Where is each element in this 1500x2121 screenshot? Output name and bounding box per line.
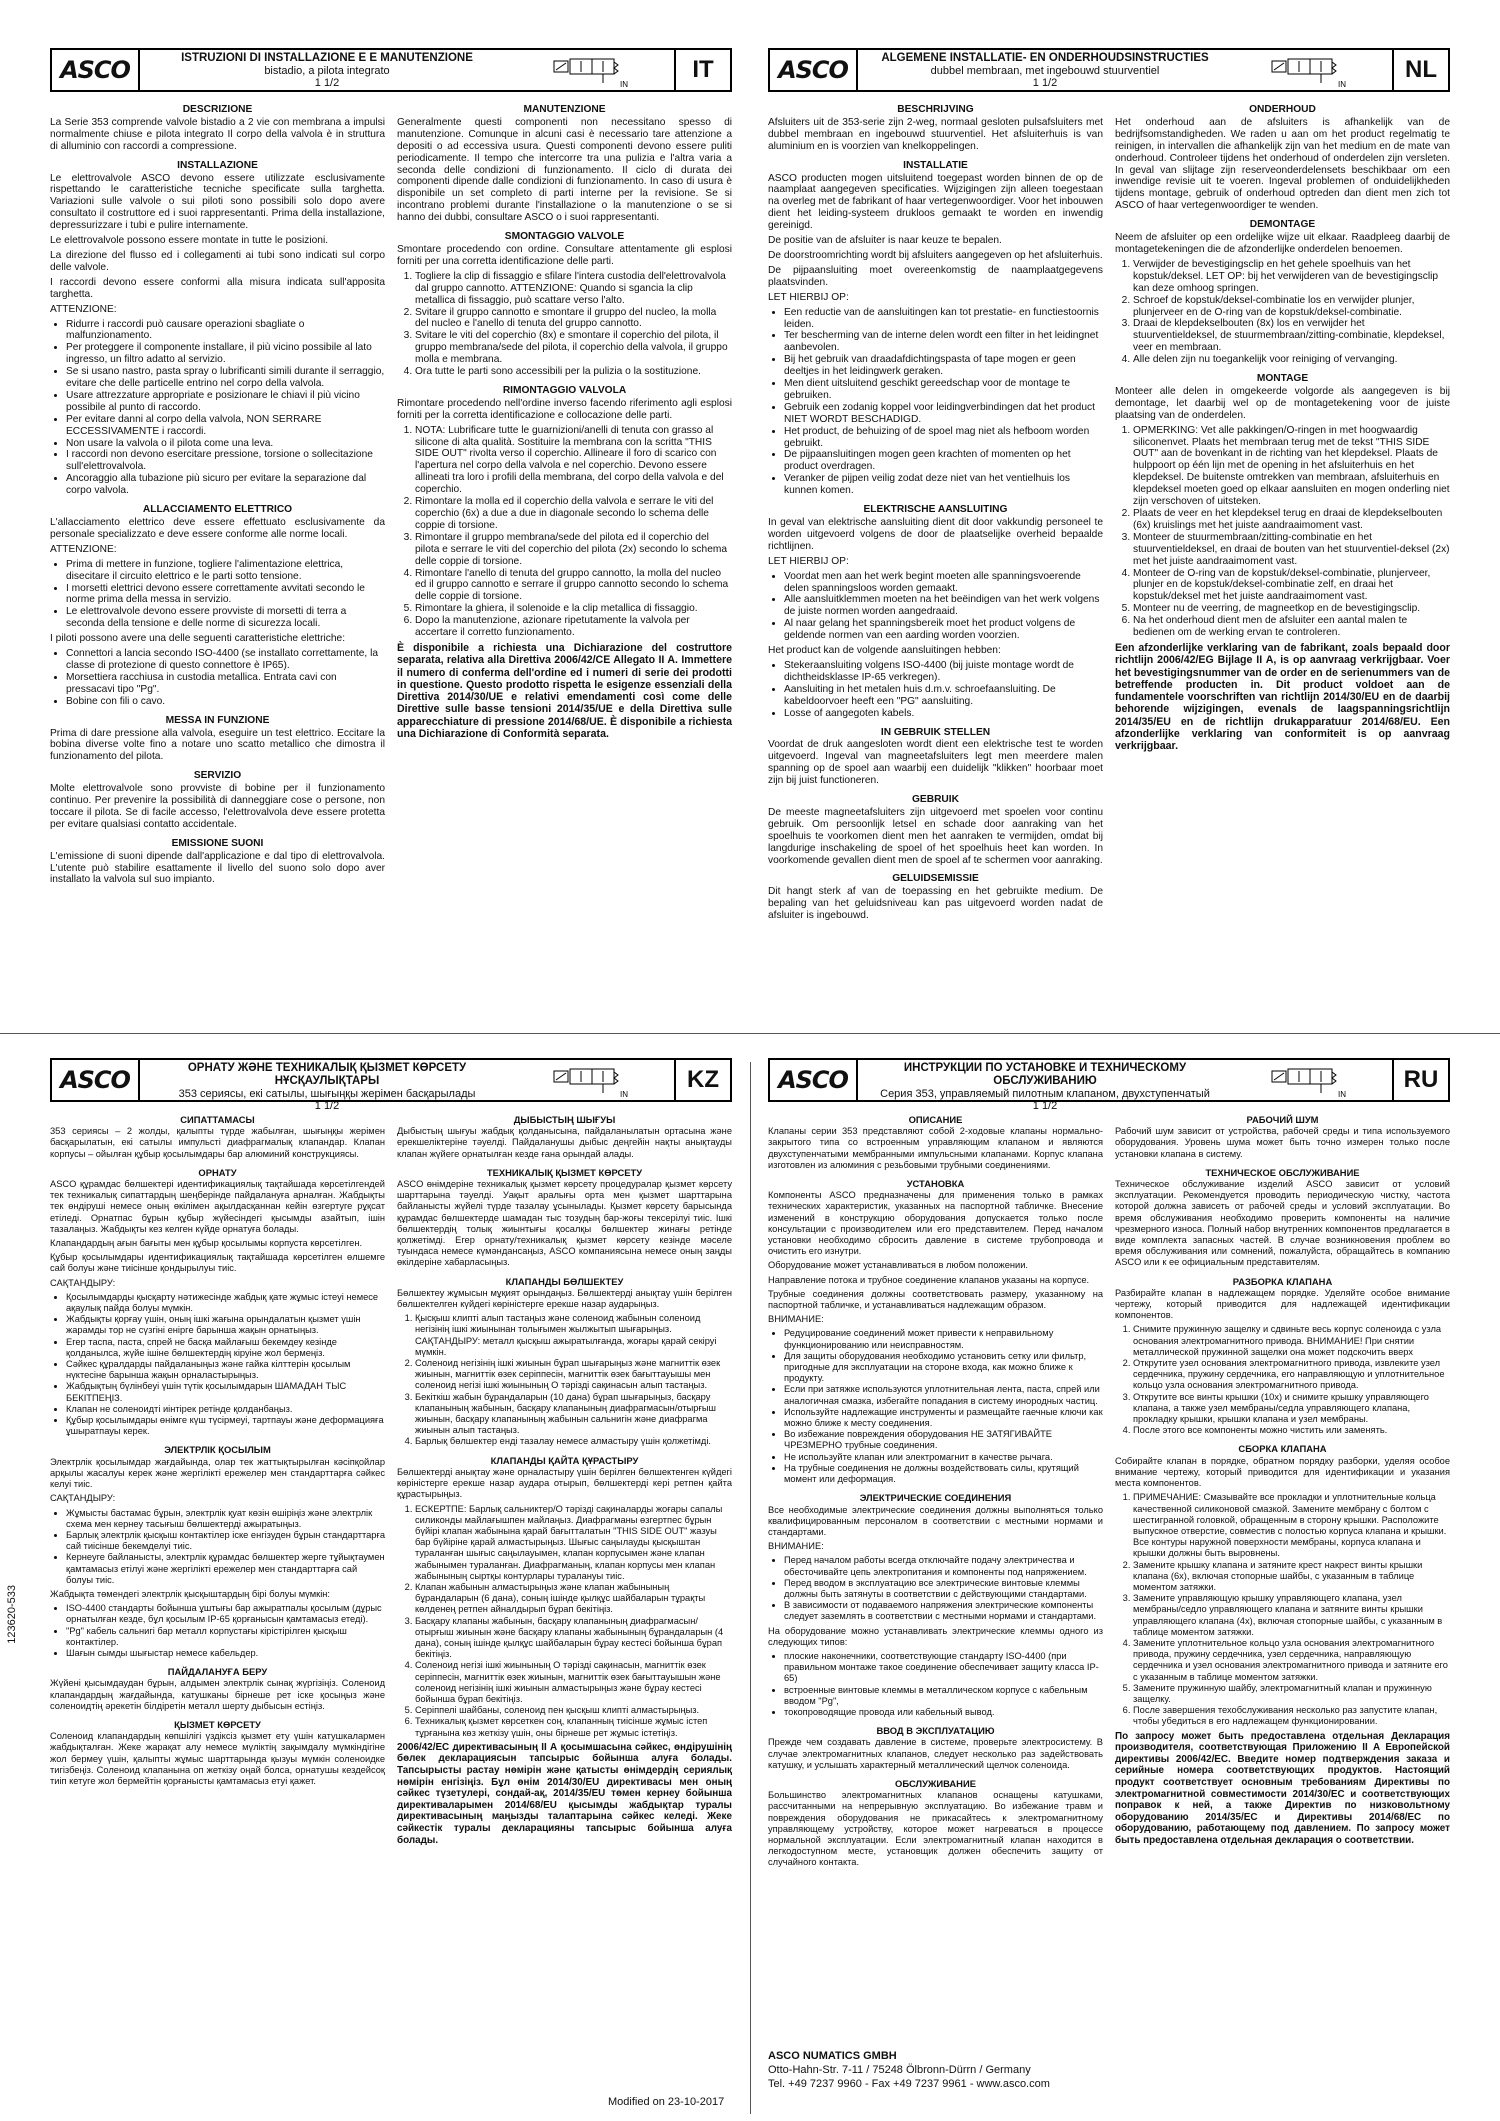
logo-text: ASCO: [60, 56, 130, 84]
list-item: 1. Verwijder de bevestigingsclip en het gehele spoelhuis van het kopstuk/deksel. LET OP: bij het verwijderen van de bevestigingsclip kan deze omhoog springen.: [1133, 259, 1450, 295]
paragraph: ASCO producten mogen uitsluitend toegepast worden binnen de op de naamplaat aangegeven specificaties. Wijzigingen zijn alleen toegestaan na overleg met de fabrikant of haar vertegenwoordiger. Voor het inbouwen dient het leiding-systeem drukloos gemaakt te worden en inwendig gereinigd.: [768, 172, 1103, 232]
section-heading: КЛАПАНДЫ ҚАЙТА ҚҰРАСТЫРУ: [490, 1454, 639, 1466]
paragraph: De meeste magneetafsluiters zijn uitgevoerd met spoelen voor continu gebruik. Om persoonlijk letsel en schade door aanraking van het spoelhuis te voorkomen dient men het aanraken te vermijden, omdat bij langdurige inschakeling de spoel of het spoelhuis heet kan worden. In voorkomende gevallen dient men de spoel af te schermen voor aanraking.: [768, 806, 1103, 866]
conformity-statement: 2006/42/ЕС директивасының ІІ А қосымшасына сәйкес, өндірушінің бөлек декларациясын тапсырыс бойынша алуға болады. Тапсырысты растау нөмірін және қатысты өнімдердің сериялық нөмірін енгізіңіз. Бұл өнім 2014/30/EU директивасы мен оның сәйкес түзетулері, сондай-ақ, 2014/35/EU төмен кернеу бойынша директиваларымен 2014/68/EU қысымды жабдықтар туралы директивасының маңызды талаптарына сәйкес келеді. Жеке сәйкестік туралы декларацияны тапсырыс бойынша алуға болады.: [397, 1741, 732, 1846]
bullet-list: [50, 319, 385, 498]
section-heading: ЭЛЕКТРИЧЕСКИЕ СОЕДИНЕНИЯ: [859, 1492, 1012, 1504]
header-subtitle: bistadio, a pilota integrato: [264, 65, 390, 77]
symbol-label: IN: [620, 80, 628, 89]
paragraph: Құбыр қосылымдары идентификациялық тақтайшада көрсетілген өлшемге сай болуы және тиісінше қондырылуы тиіс.: [50, 1252, 385, 1274]
list-item: 3. Басқару клапаны жабынын, басқару клапанының диафрагмасын/отырғыш жиынын және басқару клапаны жабынының бұрандаларын (4 дана), соның ішінде қылқұс шайбаларын бұрау кестесі бойынша бұрап бекітіңіз.: [415, 1616, 732, 1661]
language-code: KZ: [674, 1060, 730, 1100]
paragraph: Dit hangt sterk af van de toepassing en het gebruikte medium. De bepaling van het geluidsniveau kan pas uitgevoerd worden nadat de afsluiter is ingebouwd.: [768, 886, 1103, 922]
list-item: 2. Клапан жабынын алмастырыңыз және клапан жабынының бұрандаларын (6 дана), соның ішінде қылқұс шайбаларын тұрақты көлденең ретпен айналдырып бұрап бекітіңіз.: [415, 1582, 732, 1616]
paragraph: LET HIERBIJ OP:: [768, 555, 849, 567]
list-item: • Per proteggere il componente installare, il più vicino possibile al lato ingresso, un filtro adatto al servizio.: [66, 342, 385, 366]
header-subtitle: Серия 353, управляемый пилотным клапаном, двухступенчатый: [880, 1088, 1210, 1100]
list-item: • На трубные соединения не должны воздействовать силы, крутящий момент или деформация.: [784, 1463, 1103, 1485]
list-item: • Ter bescherming van de interne delen wordt een filter in het leidingnet aanbevolen.: [784, 330, 1103, 354]
header-size: 1 1/2: [1032, 1100, 1058, 1112]
header-title: ИНСТРУКЦИИ ПО УСТАНОВКЕ И ТЕХНИЧЕСКОМУ ОБСЛУЖИВАНИЮ: [903, 1062, 1187, 1087]
numbered-list: [1115, 425, 1450, 639]
section-heading: ДЫБЫСТЫҢ ШЫҒУЫ: [513, 1114, 616, 1125]
paragraph: De pijpaansluiting moet overeenkomstig de naamplaatgegevens plaatsvinden.: [768, 264, 1103, 288]
list-item: 2. Plaats de veer en het klepdeksel terug en draai de klepdekselbouten (6x) kruislings met het juiste aandraaimoment vast.: [1133, 508, 1450, 532]
paragraph: 353 сериясы – 2 жолды, қалыпты түрде жабылған, шығыңқы жерімен басқарылатын, екі сатылы импульсті диафрагмалық клапандар. Клапан корпусы – ойылған құбыр қосылымдары бар алюминий конструкциясы.: [50, 1126, 385, 1159]
bullet-list: [50, 559, 385, 630]
paragraph: Собирайте клапан в порядке, обратном порядку разборки, уделяя особое внимание чертежу, который приводится для идентификации и указания места компонентов.: [1115, 1455, 1450, 1489]
paragraph: LET HIERBIJ OP:: [768, 291, 849, 303]
paragraph: L'allacciamento elettrico deve essere effettuato esclusivamente da personale specializzato e deve essere conforme alle norme locali.: [50, 517, 385, 540]
paragraph: ATTENZIONE:: [50, 303, 117, 315]
section-russian: [768, 1058, 1450, 1872]
column-left: [768, 1114, 1103, 1872]
paragraph: Направление потока и трубное соединение клапанов указаны на корпусе.: [768, 1274, 1090, 1285]
header-title: ALGEMENE INSTALLATIE- EN ONDERHOUDSINSTRUCTIES: [881, 52, 1209, 64]
list-item: 2. Открутите узел основания электромагнитного привода, извлеките узел сердечника, пружину сердечника, его направляющую и уплотнительное кольцо узла основания электромагнитного привода.: [1133, 1358, 1450, 1392]
section-heading: RIMONTAGGIO VALVOLA: [502, 384, 627, 396]
list-item: 1. OPMERKING: Vet alle pakkingen/O-ringen in met hoogwaardig siliconenvet. Plaats het membraan terug met de tekst "THIS SIDE OUT" aan de bovenkant in de richting van het klepdeksel. Plaats de hulppoort op één lijn met de opening in het afsluiterhuis en het klepdeksel. De buitenste omtrekken van membraan, afsluiterhuis en klepdeksel moeten goed op elkaar aansluiten en mogen onderling niet zijn verschoven of uitsteken.: [1133, 425, 1450, 508]
bullet-list: [768, 1328, 1103, 1485]
paragraph: Прежде чем создавать давление в системе, проверьте электросистему. В случае электромагнитных клапанов, следует несколько раз задействовать катушку, и услышать характерный металлический щелчок соленоида.: [768, 1737, 1103, 1770]
list-item: 4. Alle delen zijn nu toegankelijk voor reiniging of vervanging.: [1133, 354, 1450, 366]
logo-text: ASCO: [60, 1066, 130, 1094]
bullet-list: [50, 1292, 385, 1438]
paragraph: Het onderhoud aan de afsluiters is afhankelijk van de bedrijfsomstandigheden. We raden u aan om het product regelmatig te reinigen, in intervallen die afhankelijk zijn van het medium en de mate van onderhoud. Controleer tijdens het onderhoud of onderdelen zijn versleten. In geval van slijtage zijn reserveonderdelensets beschikbaar om een inwendige revisie uit te voeren. Ingeval problemen of onduidelijkheden tijdens montage, gebruik of onderhoud optreden dan dient men zich tot ASCO of haar vertegenwoordiger te wenden.: [1115, 116, 1450, 212]
list-item: • Usare attrezzature appropriate e posizionare le chiavi il più vicino possibile al punto di raccordo.: [66, 390, 385, 414]
list-item: • Le elettrovalvole devono essere provviste di morsetti di terra a seconda della tensione e delle norme di sicurezza locali.: [66, 606, 385, 630]
list-item: • Een reductie van de aansluitingen kan tot prestatie- en functiestoornis leiden.: [784, 307, 1103, 331]
list-item: 5. Monteer nu de veerring, de magneetkop en de bevestigingsclip.: [1133, 603, 1450, 615]
paragraph: Жабдықта төмендегі электрлік қысқыштардың бірі болуы мүмкін:: [50, 1588, 330, 1599]
header-bar: [768, 48, 1450, 92]
header-title-block: [870, 1062, 1220, 1112]
paragraph: Rimontare procedendo nell'ordine inverso facendo riferimento agli esplosi forniti per la corretta identificazione e collocazione delle parti.: [397, 397, 732, 421]
paragraph: Molte elettrovalvole sono provviste di bobine per il funzionamento continuo. Per prevenire la possibilità di danneggiare cose o persone, non toccare il pilota. Se di facile accesso, l'elettrovalvola deve essere protetta per evitare qualsiasi contatto accidentale.: [50, 783, 385, 830]
list-item: • Қосылымдарды қысқарту нәтижесінде жабдық қате жұмыс істеуі немесе ақаулық пайда болуы мүмкін.: [66, 1292, 385, 1314]
conformity-statement: È disponibile a richiesta una Dichiarazione del costruttore separata, relativa alla Direttiva 2006/42/CE Allegato II A. Immettere il numero di conferma dell'ordine ed i numeri di serie dei prodotti in questione. Questo prodotto rispetta le esigenze essenziali della Direttiva 2014/30/UE e relativi emendamenti così come delle Direttive sulle basse tensioni 2014/35/UE e della Direttiva sulle apparecchiature di pressione 2014/68/UE. È disponibile a richiesta una Dichiarazione di Conformità separata.: [397, 641, 732, 741]
paragraph: Оборудование может устанавливаться в любом положении.: [768, 1260, 1029, 1271]
paragraph: Smontare procedendo con ordine. Consultare attentamente gli esplosi forniti per una corretta identificazione delle parti.: [397, 243, 732, 267]
paragraph: Prima di dare pressione alla valvola, eseguire un test elettrico. Eccitare la bobina diverse volte fino a notare uno scatto metallico che dimostra il funzionamento del pilota.: [50, 727, 385, 763]
paragraph: In geval van elektrische aansluiting dient dit door vakkundig personeel te worden uitgevoerd volgens de door de plaatselijke overheid bepaalde richtlijnen.: [768, 517, 1103, 552]
section-heading: РАБОЧИЙ ШУМ: [1246, 1114, 1319, 1125]
paragraph: ВНИМАНИЕ:: [768, 1541, 824, 1552]
header-title: ОРНАТУ ЖӘНЕ ТЕХНИКАЛЫҚ ҚЫЗМЕТ КӨРСЕТУ НҰСҚАУЛЫҚТАРЫ: [187, 1062, 467, 1087]
section-heading: ОБСЛУЖИВАНИЕ: [895, 1777, 976, 1789]
asco-logo: [52, 50, 140, 90]
paragraph: Neem de afsluiter op een ordelijke wijze uit elkaar. Raadpleeg daarbij de montagetekeningen die de afzonderlijke onderdelen benoemen.: [1115, 232, 1450, 255]
section-heading: ТЕХНИЧЕСКОЕ ОБСЛУЖИВАНИЕ: [1205, 1166, 1360, 1178]
paragraph: САҚТАНДЫРУ:: [50, 1493, 116, 1504]
list-item: 1. Снимите пружинную защелку и сдвиньте весь корпус соленоида с узла основания электромагнитного привода. ВНИМАНИЕ! При снятии металлической пружинной защелки она может подскочить вверх: [1133, 1324, 1450, 1358]
list-item: 4. Rimontare l'anello di tenuta del gruppo cannotto, la molla del nucleo ed il gruppo cannotto e serrare il gruppo cannotto secondo lo schema delle coppie di torsione.: [415, 568, 732, 604]
header-bar: [50, 48, 732, 92]
list-item: 2. Замените крышку клапана и затяните крест накрест винты крышки клапана (6x), включая стопорные шайбы, с указанным в таблице моментом затяжки.: [1133, 1560, 1450, 1594]
list-item: • Alle aansluitklemmen moeten na het beëindigen van het werk volgens de juiste normen worden aangedraaid.: [784, 594, 1103, 618]
numbered-list: [1115, 1324, 1450, 1436]
paragraph: Рабочий шум зависит от устройства, рабочей среды и типа используемого оборудования. Уровень шума может быть точно измерен только после установки клапана в систему.: [1115, 1126, 1450, 1159]
list-item: • Жабдықтың бүлінбеуі үшін түтік қосылымдарын ШАМАДАН ТЫС БЕКІТПЕҢІЗ.: [66, 1381, 385, 1403]
list-item: • Редуцирование соединений может привести к неправильному функционированию или неисправностям.: [784, 1328, 1103, 1350]
symbol-label: IN: [1338, 1090, 1346, 1099]
document-number: 123620-533: [6, 1585, 18, 1644]
list-item: • токопроводящие провода или кабельный вывод.: [784, 1707, 1103, 1718]
list-item: • Se si usano nastro, pasta spray o lubrificanti simili durante il serraggio, evitare che delle particelle entrino nel corpo della valvola.: [66, 366, 385, 390]
paragraph: Le elettrovalvole ASCO devono essere utilizzate esclusivamente rispettando le caratteristiche tecniche specificate sulla targhetta. Variazioni sulle valvole o sui piloti sono possibili solo dopo avere consultato il costruttore ed i suoi rappresentanti. Prima della installazione, depressurizzare i tubi e pulire internamente.: [50, 172, 385, 232]
list-item: • Men dient uitsluitend geschikt gereedschap voor de montage te gebruiken.: [784, 378, 1103, 402]
paragraph: Бөлшектеу жұмысын мұқият орындаңыз. Бөлшектерді анықтау үшін берілген бөлшектелген күйдегі көріністерге ерекше назар аударыңыз.: [397, 1287, 732, 1310]
list-item: 3. Замените управляющую крышку управляющего клапана, узел мембраны/седло управляющего клапана и затяните винты крышки управляющего клапана (4x), включая стопорные шайбы, с указанным в таблице моментом затяжки.: [1133, 1593, 1450, 1638]
list-item: • "Pg" кабель сальнигі бар металл корпустағы кірістірілген қысқыш контактілер.: [66, 1626, 385, 1648]
section-heading: DESCRIZIONE: [182, 104, 253, 115]
list-item: • Veranker de pijpen veilig zodat deze niet van het ventielhuis los kunnen komen.: [784, 473, 1103, 497]
logo-text: ASCO: [778, 1066, 848, 1094]
paragraph: Клапаны серии 353 представляют собой 2-ходовые клапаны нормально-закрытого типа со встроенным управляющим клапаном и являются двухступенчатыми мембранными импульсными клапанами. Корпус клапана изготовлен из алюминия с резьбовыми трубными соединениями.: [768, 1126, 1103, 1170]
paragraph: Разбирайте клапан в надлежащем порядке. Уделяйте особое внимание чертежу, который приводится для надлежащей идентификации компонентов.: [1115, 1287, 1450, 1321]
company-footer: [768, 2049, 1050, 2091]
list-item: • Не используйте клапан или электромагнит в качестве рычага.: [784, 1452, 1103, 1463]
asco-logo: [770, 1060, 858, 1100]
company-name: ASCO NUMATICS GMBH: [768, 2050, 897, 2062]
company-contact: Tel. +49 7237 9960 - Fax +49 7237 9961 - www.asco.com: [768, 2078, 1050, 2090]
list-item: • De pijpaansluitingen mogen geen krachten of momenten op het product overdragen.: [784, 449, 1103, 473]
list-item: 6. Dopo la manutenzione, azionare ripetutamente la valvola per accertare il corretto funzionamento.: [415, 615, 732, 639]
section-heading: ОРНАТУ: [198, 1166, 237, 1178]
section-heading: EMISSIONE SUONI: [171, 837, 264, 849]
list-item: 4. Барлық бөлшектер енді тазалау немесе алмастыру үшін қолжетімді.: [415, 1436, 732, 1447]
list-item: 3. Rimontare il gruppo membrana/sede del pilota ed il coperchio del pilota e serrare le viti del coperchio del pilota (2x) secondo lo schema delle coppie di torsione.: [415, 532, 732, 568]
paragraph: Бөлшектерді анықтау және орналастыру үшін берілген бөлшектенген күйдегі көріністерге ерекше назар аудара отырып, бөлшектерді кері ретпен қайта құрастырыңыз.: [397, 1466, 732, 1500]
section-heading: MONTAGE: [1256, 373, 1309, 385]
list-item: • Клапан не соленоидті иінтірек ретінде қолданбаңыз.: [66, 1404, 385, 1415]
paragraph: ВНИМАНИЕ:: [768, 1314, 824, 1325]
list-item: 6. Na het onderhoud dient men de afsluiter een aantal malen te bedienen om de werking ervan te controleren.: [1133, 615, 1450, 639]
list-item: 3. Svitare le viti del coperchio (8x) e smontare il coperchio del pilota, il gruppo membrana/sede del pilota, il coperchio della valvola, il gruppo molla e membrana.: [415, 330, 732, 366]
list-item: • Voordat men aan het werk begint moeten alle spanningsvoerende delen spanningsloos worden gemaakt.: [784, 571, 1103, 595]
bullet-list: [768, 1555, 1103, 1622]
paragraph: Соленоид клапандардың көпшілігі үздіксіз қызмет ету үшін катушкалармен жабдықталған. Жеке жарақат алу немесе мүліктің зақымдалу мүмкіндігіне жол бермеу үшін, қалыпты жұмыс шарттарында қызуы мүмкін соленоидке тигізбеңіз. Соленоид клапанына оп жеткізу оңай болса, орнатушы кездейсоқ тиіп кетуге жол бермейтін қорғанысты қамтамасыз етуі қажет.: [50, 1731, 385, 1786]
section-heading: MANUTENZIONE: [523, 104, 606, 115]
list-item: 4. Ora tutte le parti sono accessibili per la pulizia o la sostituzione.: [415, 366, 732, 378]
list-item: • Bij het gebruik van draadafdichtingspasta of tape mogen er geen deeltjes in het leidingwerk geraken.: [784, 354, 1103, 378]
header-bar: [768, 1058, 1450, 1112]
paragraph: La direzione del flusso ed i collegamenti ai tubi sono indicati sul corpo delle valvole.: [50, 249, 385, 273]
list-item: • Al naar gelang het spanningsbereik moet het product volgens de geldende normen van een aarding worden voorzien.: [784, 618, 1103, 642]
content-columns: [50, 1114, 732, 1849]
list-item: 4. После этого все компоненты можно чистить или заменять.: [1133, 1425, 1450, 1436]
paragraph: ATTENZIONE:: [50, 543, 117, 555]
section-heading: ALLACCIAMENTO ELETTRICO: [142, 504, 293, 516]
list-item: • Используйте надлежащие инструменты и размещайте гаечные ключи как можно ближе к месту соединения.: [784, 1407, 1103, 1429]
list-item: • Егер таспа, паста, спрей не басқа майлағыш бекемдеу кезінде қолданылса, жүйе ішіне бөлшектердің кіруіне жол бермеңіз.: [66, 1337, 385, 1359]
paragraph: Het product kan de volgende aansluitingen hebben:: [768, 645, 1001, 657]
paragraph: ASCO құрамдас бөлшектері идентификациялық тақтайшада көрсетілгендей тек техникалық сипаттардың шеңберінде пайдалануға арналған. Жабдықты тек өндіруші немесе оның өкілімен ақылдасқаннан кейін өзгертуге рұқсат етіледі. Орнатпас бұрын құбыр жүйесіндегі қысымды азайтып, ішін тазалаңыз. Жабдықты кез келген күйде орнатуға болады.: [50, 1179, 385, 1234]
paragraph: Техническое обслуживание изделий ASCO зависит от условий эксплуатации. Рекомендуется проводить периодическую чистку, частота которой должна зависеть от рабочей среды и условий эксплуатации. Во время обслуживания необходимо проверить компоненты на наличие чрезмерного износа. Полный набор внутренних компонентов предлагается в виде комплекта запасных частей. В случае возникновения проблем во время обслуживания или сомнений, пожалуйста, обращайтесь в компанию ASCO или к ее официальным представителям.: [1115, 1179, 1450, 1268]
list-item: • Prima di mettere in funzione, togliere l'alimentazione elettrica, disecitare il circuito elettrico e le parti sotto tensione.: [66, 559, 385, 583]
list-item: 6. Техникалық қызмет көрсеткен соң, клапанның тиісінше жұмыс істеп тұрғанына көз жеткізу үшін, оны бірнеше рет жұмыс істетіңіз.: [415, 1716, 732, 1738]
list-item: • Во избежание повреждения оборудования НЕ ЗАТЯГИВАЙТЕ ЧРЕЗМЕРНО трубные соединения.: [784, 1429, 1103, 1451]
list-item: • Құбыр қосылымдары өнімге күш түсірмеуі, тартпауы және деформацияға ұшыратпауы керек.: [66, 1415, 385, 1437]
bullet-list: [50, 1603, 385, 1659]
paragraph: I piloti possono avere una delle seguenti caratteristiche elettriche:: [50, 633, 346, 645]
paragraph: Клапандардың ағын бағыты мен құбыр қосылымы корпуста көрсетілген.: [50, 1238, 363, 1249]
language-code: RU: [1392, 1060, 1448, 1100]
section-heading: GEBRUIK: [912, 794, 959, 806]
section-heading: DEMONTAGE: [1249, 219, 1316, 231]
paragraph: Жүйені қысымдаудан бұрын, алдымен электрлік сынақ жүргізіңіз. Соленоид клапандардың жағдайында, катушканы бірнеше рет іске қосыңыз және соленоидтің әрекетін білдіретін металл шерту дыбысын естіңіз.: [50, 1678, 385, 1711]
section-heading: ПАЙДАЛАНУҒА БЕРУ: [167, 1666, 268, 1678]
list-item: • Losse of aangegoten kabels.: [784, 708, 1103, 720]
list-item: • Aansluiting in het metalen huis d.m.v. schroefaansluiting. De kabeldoorvoer heeft een "PG" aansluiting.: [784, 684, 1103, 708]
paragraph: Generalmente questi componenti non necessitano spesso di manutenzione. Comunque in alcuni casi è necessario tare attenzione a depositi o ad eccessiva usura. Questi componenti devono essere puliti periodicamente. Il tempo che intercorre tra una pulizia e l'altra varia a seconda delle condizioni di funzionamento. Il ciclo di durata dei componenti dipende dalle condizioni di funzionamento. In caso di usura è disponibile un set completo di parti interne per la revisione. Se si incontrano problemi durante l'installazione o la manutenzione o se si hanno dei dubbi, consultare ASCO o i suoi rappresentanti.: [397, 116, 732, 224]
numbered-list: [397, 271, 732, 378]
list-item: • Non usare la valvola o il pilota come una leva.: [66, 438, 385, 450]
numbered-list: [397, 1313, 732, 1447]
conformity-statement: Een afzonderlijke verklaring van de fabrikant, zoals bepaald door richtlijn 2006/42/EG Bijlage II A, is op aanvraag verkrijgbaar. Voer het bevestigingsnummer van de order en de serienummers van de betreffende producten in. Dit product voldoet aan de fundamentele voorschriften van richtlijn 2014/30/EU en de daarbij behorende wijzigingen, evenals de laagspanningsrichtlijn 2014/35/EU en de richtlijn drukapparatuur 2014/68/EU. Een afzonderlijke verklaring van conformiteit is op aanvraag verkrijgbaar.: [1115, 641, 1450, 753]
list-item: 1. ЕСКЕРТПЕ: Барлық сальниктер/О тәрізді сақиналарды жоғары сапалы силиконды майлағышпен майлаңыз. Диафрагманы өзгертпес бұрын бүйірі клапан жабынына қарай бағытталатын "THIS SIDE OUT" жазуы бар бүйіріне қарай алмастырыңыз. Шығыс саңылауды қысқыштан тураланған шығыс саңылауымен, клапан корпусымен және клапан жабынымен тураланған. Диафрагманың, клапан корпусы мен клапан жабынының сыртқы контурлары туралануы тиіс.: [415, 1504, 732, 1582]
section-heading: СБОРКА КЛАПАНА: [1238, 1443, 1327, 1455]
list-item: • В зависимости от подаваемого напряжения электрические компоненты следует заземлять в соответствии с местными нормами и стандартами.: [784, 1600, 1103, 1622]
content-columns: [768, 1114, 1450, 1872]
bullet-list: [768, 1651, 1103, 1718]
list-item: • Кернеуге байланысты, электрлік құрамдас бөлшектер жерге тұйықтаумен қамтамасыз етілуі және жергілікті ережелер мен стандарттарға сай болуы тиіс.: [66, 1552, 385, 1586]
list-item: • Het product, de behuizing of de spoel mag niet als hefboom worden gebruikt.: [784, 426, 1103, 450]
list-item: 2. Rimontare la molla ed il coperchio della valvola e serrare le viti del coperchio (6x) a due a due in diagonale secondo lo schema delle coppie di torsione.: [415, 496, 732, 532]
paragraph: ASCO өнімдеріне техникалық қызмет көрсету процедуралар қызмет көрсету шарттарына тәуелді. Уақыт аралығы орта мен қызмет шарттарына байланысты жүйелі түрде тазалау ұсынылады. Қызмет көрсету барысында құрамдас бөлшектерде шамадан тыс тозудың бар-жоғы тексерілуі тиіс. Ішкі бөлшектердің толық жиынтығы қосалқы бөлшектер жинағы ретінде қолжетімді. Егер орнату/техникалық қызмет көрсету кезінде мәселе туындаса немесе күмәндансаңыз, ASCO компаниясына немесе оның заңды өкілдеріне хабарласыңыз.: [397, 1179, 732, 1268]
header-size: 1 1/2: [314, 77, 340, 89]
list-item: • Bobine con fili o cavo.: [66, 696, 385, 708]
section-heading: ТЕХНИКАЛЫҚ ҚЫЗМЕТ КӨРСЕТУ: [486, 1166, 643, 1178]
section-heading: СИПАТТАМАСЫ: [180, 1114, 255, 1125]
column-left: [768, 104, 1103, 925]
list-item: 4. Замените уплотнительное кольцо узла основания электромагнитного привода, пружину сердечника, узел сердечника, направляющую сердечника и узел основания электромагнитного привода и затяните его с указанным в таблице моментом затяжки.: [1133, 1638, 1450, 1683]
logo-text: ASCO: [778, 56, 848, 84]
section-heading: ELEKTRISCHE AANSLUITING: [863, 504, 1008, 516]
modified-date: Modified on 23-10-2017: [608, 2096, 725, 2108]
paragraph: На оборудование можно устанавливать электрические клеммы одного из следующих типов:: [768, 1625, 1103, 1647]
numbered-list: [397, 1504, 732, 1739]
valve-symbol-icon: [552, 1063, 672, 1099]
list-item: • Если при затяжке используются уплотнительная лента, паста, спрей или аналогичная смазка, избегайте попадания в систему инородных частиц.: [784, 1384, 1103, 1406]
asco-logo: [770, 50, 858, 90]
list-item: • Перед началом работы всегда отключайте подачу электричества и обесточивайте цепь электропитания и компоненты под напряжением.: [784, 1555, 1103, 1577]
paragraph: Большинство электромагнитных клапанов оснащены катушками, рассчитанными на непрерывную эксплуатацию. Во избежание травм и повреждения оборудования не прикасайтесь к электромагнитному управляющему устройству, которое может нагреваться в процессе нормальной эксплуатации. Если электромагнитный клапан находится в легкодоступном месте, установщик должен обеспечить защиту от случайного контакта.: [768, 1790, 1103, 1868]
list-item: • Connettori a lancia secondo ISO-4400 (se installato correttamente, la classe di protezione di questo connettore è IP65).: [66, 648, 385, 672]
column-right: [1115, 1114, 1450, 1872]
column-right: [397, 1114, 732, 1849]
header-title-block: [152, 52, 502, 89]
section-italian: [50, 48, 732, 889]
list-item: • Шағын сымды шығыстар немесе кабельдер.: [66, 1648, 385, 1659]
section-heading: ҚЫЗМЕТ КӨРСЕТУ: [174, 1718, 261, 1730]
header-title: ISTRUZIONI DI INSTALLAZIONE E E MANUTENZIONE: [181, 52, 473, 64]
valve-symbol-icon: [552, 53, 672, 89]
section-heading: ЭЛЕКТРЛІК ҚОСЫЛЫМ: [164, 1444, 271, 1456]
paragraph: La Serie 353 comprende valvole bistadio a 2 vie con membrana a impulsi normalmente chiuse e pilota integrato Il corpo della valvola è in struttura di alluminio con raccordi a compressione.: [50, 116, 385, 152]
list-item: • Gebruik een zodanig koppel voor leidingverbindingen dat het product NIET WORDT BESCHADIGD.: [784, 402, 1103, 426]
section-heading: КЛАПАНДЫ БӨЛШЕКТЕУ: [505, 1275, 624, 1287]
paragraph: САҚТАНДЫРУ:: [50, 1277, 116, 1288]
list-item: 5. Замените пружинную шайбу, электромагнитный клапан и пружинную защелку.: [1133, 1683, 1450, 1705]
valve-symbol-icon: [1270, 1063, 1390, 1099]
language-code: NL: [1392, 50, 1448, 90]
section-kazakh: [50, 1058, 732, 1849]
paragraph: Дыбыстың шығуы жабдық қолданысына, пайдаланылатын ортасына және ерекшеліктеріне тәуелді. Пайдаланушы дыбыс деңгейін нақты анықтауды клапан жүйеге орнатылған кезде ғана орындай алады.: [397, 1126, 732, 1159]
conformity-statement: По запросу может быть предоставлена отдельная Декларация производителя, соответствующая Приложению II A Европейской директивы 2006/42/EC. Введите номер подтверждения заказа и серийные номера соответствующих продуктов. Настоящий продукт соответствует основным требованиям Директивы по электромагнитной совместимости 2014/30/ЕС и соответствующих поправок к ней, а также Директив по низковольтному оборудованию 2014/35/ЕС и Директивы 2014/68/ЕС по оборудованию, работающему под давлением. По запросу может быть предоставлена отдельная декларация о соответствии.: [1115, 1730, 1450, 1846]
list-item: • ISO-4400 стандарты бойынша ұштығы бар ажыратпалы қосылым (дұрыс орнатылған кезде, бұл қосылым IP-65 қорғанысын қамтамасыз етеді).: [66, 1603, 385, 1625]
list-item: 1. Togliere la clip di fissaggio e sfilare l'intera custodia dell'elettrovalvola dal gruppo cannotto. ATTENZIONE: Quando si sgancia la clip metallica di fissaggio, può scattare verso l'alto.: [415, 271, 732, 307]
bullet-list: [768, 571, 1103, 642]
header-subtitle: 353 сериясы, екі сатылы, шығыңқы жерімен басқарылады: [178, 1088, 476, 1100]
section-heading: INSTALLATIE: [903, 159, 968, 171]
list-item: 2. Schroef de kopstuk/deksel-combinatie los en verwijder plunjer, plunjerveer en de O-ring van de kopstuk/deksel-combinatie.: [1133, 295, 1450, 319]
asco-logo: [52, 1060, 140, 1100]
paragraph: L'emissione di suoni dipende dall'applicazione e dal tipo di elettrovalvola. L'utente può stabilire esattamente il livello del suono solo dopo aver installato la valvola sul suo impianto.: [50, 850, 385, 886]
section-heading: РАЗБОРКА КЛАПАНА: [1232, 1275, 1333, 1287]
content-columns: [768, 104, 1450, 925]
paragraph: Все необходимые электрические соединения должны выполняться только квалифицированным персоналом в соответствии с местными нормами и стандартами.: [768, 1504, 1103, 1537]
paragraph: Электрлік қосылымдар жағдайында, олар тек жаттықтырылған кәсіпқойлар арқылы жасалуы керек және жергілікті ережелер мен стандарттарға сәйкес келуі тиіс.: [50, 1456, 385, 1490]
list-item: 6. После завершения техобслуживания несколько раз запустите клапан, чтобы убедиться в его надлежащем функционировании.: [1133, 1705, 1450, 1727]
list-item: 3. Бекіткіш жабын бұрандаларын (10 дана) бұрап шығарыңыз, басқару клапанының жабынын, басқару клапанының диафрагмасын/отырғыш жиынын, басқару клапанының жабынын сальнигін және диафрагма жиынын алып тастаңыз.: [415, 1392, 732, 1437]
paragraph: Компоненты ASCO предназначены для применения только в рамках технических характеристик, указанных на паспортной табличке. Внесение изменений в конструкцию оборудования допускается только после консультации с производителем или его представителем. Перед началом установки необходимо сбросить давление в системе трубопровода и очистить его изнутри.: [768, 1190, 1103, 1257]
section-heading: IN GEBRUIK STELLEN: [880, 726, 991, 738]
list-item: • Жұмысты бастамас бұрын, электрлік қуат көзін өшіріңіз және электрлік схема мен кернеу тасығыш бөлшектерді ажыратыңыз.: [66, 1508, 385, 1530]
list-item: 3. Monteer de stuurmembraan/zitting-combinatie en het stuurventieldeksel, en draai de bouten van het stuurventiel-deksel (2x) met het juiste aandraaimoment vast.: [1133, 532, 1450, 568]
list-item: 3. Draai de klepdekselbouten (8x) los en verwijder het stuurventieldeksel, de stuurmembraan/zitting-combinatie, klepdeksel, veer en membraan.: [1133, 318, 1450, 354]
valve-symbol-icon: [1270, 53, 1390, 89]
column-right: [397, 104, 732, 889]
list-item: 1. Қысқыш клипті алып тастаңыз және соленоид жабынын соленоид негізінің ішкі жиынынан толығымен жылжытып шығарыңыз. САҚТАНДЫРУ: металл қысқыш ажыратылғанда, жоғары қарай секіруі мүмкін.: [415, 1313, 732, 1358]
paragraph: Afsluiters uit de 353-serie zijn 2-weg, normaal gesloten pulsafsluiters met dubbel membraan en ingebouwd stuurventiel. Het afsluiterhuis is van aluminium en is voorzien van knelkoppelingen.: [768, 116, 1103, 152]
numbered-list: [1115, 259, 1450, 366]
section-heading: GELUIDSEMISSIE: [892, 873, 979, 885]
symbol-label: IN: [620, 1090, 628, 1099]
list-item: • Ridurre i raccordi può causare operazioni sbagliate o malfunzionamento.: [66, 319, 385, 343]
header-title-block: [870, 52, 1220, 89]
header-size: 1 1/2: [1032, 77, 1058, 89]
list-item: • Для защиты оборудования необходимо установить сетку или фильтр, пригодные для эксплуатации на стороне входа, как можно ближе к продукту.: [784, 1351, 1103, 1385]
language-code: IT: [674, 50, 730, 90]
list-item: 2. Соленоид негізінің ішкі жиынын бұрап шығарыңыз және магниттік өзек жиынын, магниттік өзек серіппесін, магниттік өзек бағыттауышы мен соленоид негізі ішкі жиынының О тәрізді сақинасын алып тастаңыз.: [415, 1358, 732, 1392]
list-item: 4. Monteer de O-ring van de kopstuk/deksel-combinatie, plunjerveer, plunjer en de kopstuk/deksel-combinatie zelf, en draai het kopstuk/deksel met het juiste aandraaimoment vast.: [1133, 568, 1450, 604]
list-item: • I raccordi non devono esercitare pressione, torsione o sollecitazione sull'elettrovalvola.: [66, 449, 385, 473]
list-item: • Per evitare danni al corpo della valvola, NON SERRARE ECCESSIVAMENTE i raccordi.: [66, 414, 385, 438]
list-item: • Stekeraansluiting volgens ISO-4400 (bij juiste montage wordt de dichtheidsklasse IP-65 verkregen).: [784, 660, 1103, 684]
list-item: • I morsetti elettrici devono essere correttamente avvitati secondo le norme prima della messa in servizio.: [66, 583, 385, 607]
section-heading: ONDERHOUD: [1249, 104, 1316, 115]
list-item: 1. ПРИМЕЧАНИЕ: Смазывайте все прокладки и уплотнительные кольца качественной силиконовой смазкой. Замените мембрану с болтом с шестигранной головкой, обращенным в сторону крышки. Расположите выпускное отверстие, совместив с полостью корпуса клапана и крышки. Все контуры наружной поверхности мембраны, корпуса клапана и крышки должны быть выровнены.: [1133, 1492, 1450, 1559]
list-item: 5. Серіппелі шайбаны, соленоид пен қысқыш клипті алмастырыңыз.: [415, 1705, 732, 1716]
section-heading: BESCHRIJVING: [897, 104, 974, 115]
header-bar: [50, 1058, 732, 1112]
paragraph: Трубные соединения должны соответствовать размеру, указанному на паспортной табличке, и устанавливаться надлежащим образом.: [768, 1288, 1103, 1311]
bullet-list: [50, 648, 385, 708]
list-item: • Барлық электрлік қысқыш контактілер іске енгізуден бұрын стандарттарға сай тиісінше бекемделуі тиіс.: [66, 1530, 385, 1552]
list-item: • встроенные винтовые клеммы в металлическом корпусе с кабельным вводом "Pg",: [784, 1685, 1103, 1707]
list-item: 3. Открутите все винты крышки (10x) и снимите крышку управляющего клапана, а также узел мембраны/седла управляющего клапана, прокладку крышки, крышки клапана и узел мембраны.: [1133, 1392, 1450, 1426]
header-subtitle: dubbel membraan, met ingebouwd stuurventiel: [930, 65, 1160, 77]
bullet-list: [768, 660, 1103, 720]
list-item: • Перед вводом в эксплуатацию все электрические винтовые клеммы должны быть затянуты в соответствии с действующими стандартами.: [784, 1578, 1103, 1600]
paragraph: De positie van de afsluiter is naar keuze te bepalen.: [768, 235, 1002, 247]
numbered-list: [1115, 1492, 1450, 1727]
section-heading: SERVIZIO: [193, 770, 242, 782]
column-left: [50, 1114, 385, 1849]
list-item: • Сәйкес құралдарды пайдаланыңыз және гайка кілттерін қосылым нүктесіне барынша жақын орналастырыңыз.: [66, 1359, 385, 1381]
section-heading: ВВОД В ЭКСПЛУАТАЦИЮ: [876, 1725, 995, 1737]
section-heading: MESSA IN FUNZIONE: [165, 714, 270, 726]
list-item: • Ancoraggio alla tubazione più sicuro per evitare la separazione dal corpo valvola.: [66, 473, 385, 497]
paragraph: De doorstroomrichting wordt bij afsluiters aangegeven op het afsluiterhuis.: [768, 249, 1103, 261]
symbol-label: IN: [1338, 80, 1346, 89]
list-item: 4. Соленоид негізі ішкі жиынының О тәрізді сақинасын, магниттік өзек серіппесін, магниттік өзек жиынын, магниттік өзек бағыттауышын және соленоид негізінің ішкі жиынын алмастырыңыз және бұрау кестесі бойынша бұрап бекітіңіз.: [415, 1660, 732, 1705]
section-heading: SMONTAGGIO VALVOLE: [504, 231, 625, 243]
vertical-separator: [750, 1062, 751, 2114]
header-size: 1 1/2: [314, 1100, 340, 1112]
horizontal-separator: [0, 1033, 1500, 1034]
section-dutch: [768, 48, 1450, 925]
paragraph: Le elettrovalvole possono essere montate in tutte le posizioni.: [50, 235, 329, 247]
header-title-block: [152, 1062, 502, 1112]
list-item: • Morsettiera racchiusa in custodia metallica. Entrata cavi con pressacavi tipo "Pg".: [66, 672, 385, 696]
column-right: [1115, 104, 1450, 925]
column-left: [50, 104, 385, 889]
content-columns: [50, 104, 732, 889]
paragraph: Voordat de druk aangesloten wordt dient een elektrische test te worden uitgevoerd. Ingeval van magneetafsluiters legt men meerdere malen spanning op de spoel aan waarbij een duidelijk "klikken" hoorbaar moet zijn bij juist functioneren.: [768, 739, 1103, 787]
paragraph: I raccordi devono essere conformi alla misura indicata sull'apposita targhetta.: [50, 276, 385, 300]
section-heading: ОПИСАНИЕ: [908, 1114, 963, 1125]
paragraph: Monteer alle delen in omgekeerde volgorde als aangegeven is bij demontage, let daarbij wel op de montagetekening voor de juiste plaatsing van de onderdelen.: [1115, 385, 1450, 421]
list-item: 1. NOTA: Lubrificare tutte le guarnizioni/anelli di tenuta con grasso al silicone di alta qualità. Sostituire la membrana con la scritta "THIS SIDE OUT" rivolta verso il coperchio. Allineare il foro di scarico con l'apertura nel corpo della valvola e nel coperchio. Devono essere allineati tra loro i profili della membrana, del corpo della valvola e del coperchio.: [415, 425, 732, 496]
list-item: • Жабдықты қорғау үшін, оның ішкі жағына орындалатын қызмет үшін жарамды тор не сүзгіні еніргe барынша жақын орнатыңыз.: [66, 1314, 385, 1336]
numbered-list: [397, 425, 732, 639]
section-heading: INSTALLAZIONE: [177, 159, 258, 171]
company-address: Otto-Hahn-Str. 7-11 / 75248 Ölbronn-Dürrn / Germany: [768, 2064, 1031, 2076]
list-item: 2. Svitare il gruppo cannotto e smontare il gruppo del nucleo, la molla del nucleo e l'anello di tenuta del gruppo cannotto.: [415, 307, 732, 331]
bullet-list: [50, 1508, 385, 1586]
section-heading: УСТАНОВКА: [906, 1178, 965, 1190]
list-item: • плоские наконечники, соответствующие стандарту ISO-4400 (при правильном монтаже такое соединение обеспечивает защиту класса IP-65): [784, 1651, 1103, 1685]
bullet-list: [768, 307, 1103, 498]
list-item: 5. Rimontare la ghiera, il solenoide e la clip metallica di fissaggio.: [415, 603, 732, 615]
